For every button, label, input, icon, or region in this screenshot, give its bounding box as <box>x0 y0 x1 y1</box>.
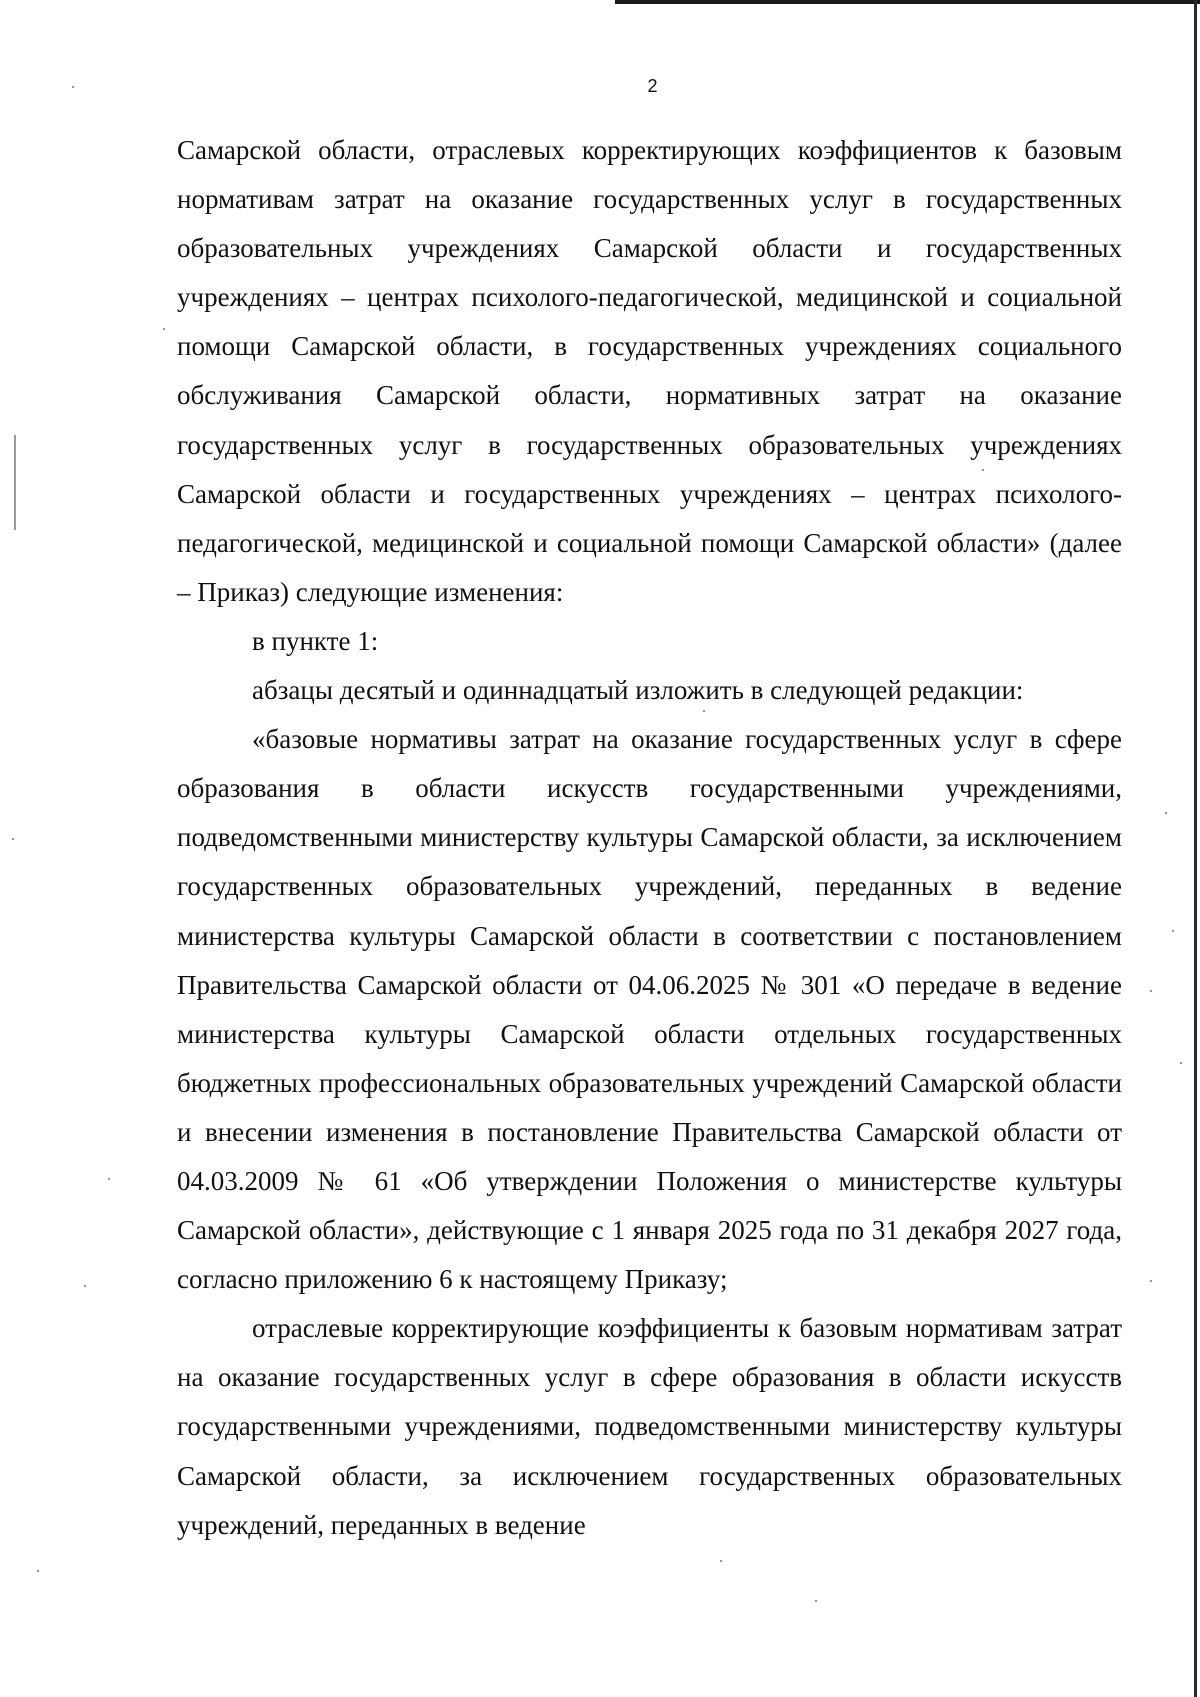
scan-speck <box>37 1570 39 1572</box>
document-body <box>177 126 1122 1550</box>
scan-top-border <box>615 0 1200 4</box>
scan-speck <box>720 1560 722 1562</box>
scan-speck <box>12 838 14 840</box>
scan-speck <box>1180 1062 1182 1064</box>
paragraph-continuation: Самарской области, отраслевых корректирующих коэффициентов к базовым нормативам затрат на оказание государственных услуг в государственных образовательных учреждениях Самарской области и государственных учреждениях – центрах психолого-педагогической, медицинской и социальной помощи Самарской области, в государственных учреждениях социального обслуживания Самарской области, нормативных затрат на оказание государственных услуг в государственных образовательных учреждениях Самарской области и государственных учреждениях – центрах психолого-педагогической, медицинской и социальной помощи Самарской области» (далее – Приказ) следующие изменения: <box>177 135 1122 607</box>
scan-left-edge-mark <box>14 435 16 530</box>
paragraph-point-1: в пункте 1: <box>252 625 379 656</box>
scan-speck <box>1165 812 1167 814</box>
scan-speck <box>1150 990 1152 992</box>
scan-speck <box>815 1600 817 1602</box>
paragraph-amendment-intro: абзацы десятый и одиннадцатый изложить в следующей редакции: <box>252 675 1024 706</box>
page-number: 2 <box>647 76 658 96</box>
scan-speck <box>1172 930 1174 932</box>
paragraph-base-norms: «базовые нормативы затрат на оказание государственных услуг в сфере образования в области искусств государственными учреждениями, подведомственными министерству культуры Самарской области, за исключением государственных образовательных учреждений, переданных в ведение министерства культуры Самарской области в соответствии с постановлением Правительства Самарской области от 04.06.2025 № 301 «О передаче в ведение министерства культуры Самарской области отдельных государственных бюджетных профессиональных образовательных учреждений Самарской области и внесении изменения в постановление Правительства Самарской области от 04.03.2009 № 61 «Об утверждении Положения о министерстве культуры Самарской области», действующие с 1 января 2025 года по 31 декабря 2027 года, согласно приложению 6 к настоящему Приказу; <box>177 724 1122 1295</box>
scan-speck <box>84 1285 86 1287</box>
scan-speck <box>1150 1280 1152 1282</box>
scan-speck <box>163 328 165 330</box>
scan-speck <box>108 1178 110 1180</box>
scan-right-border <box>1194 0 1197 1697</box>
paragraph-correction-coefficients: отраслевые корректирующие коэффициенты к базовым нормативам затрат на оказание государственных услуг в сфере образования в области искусств государственными учреждениями, подведомственными министерству культуры Самарской области, за исключением государственных образовательных учреждений, переданных в ведение <box>177 1313 1122 1540</box>
